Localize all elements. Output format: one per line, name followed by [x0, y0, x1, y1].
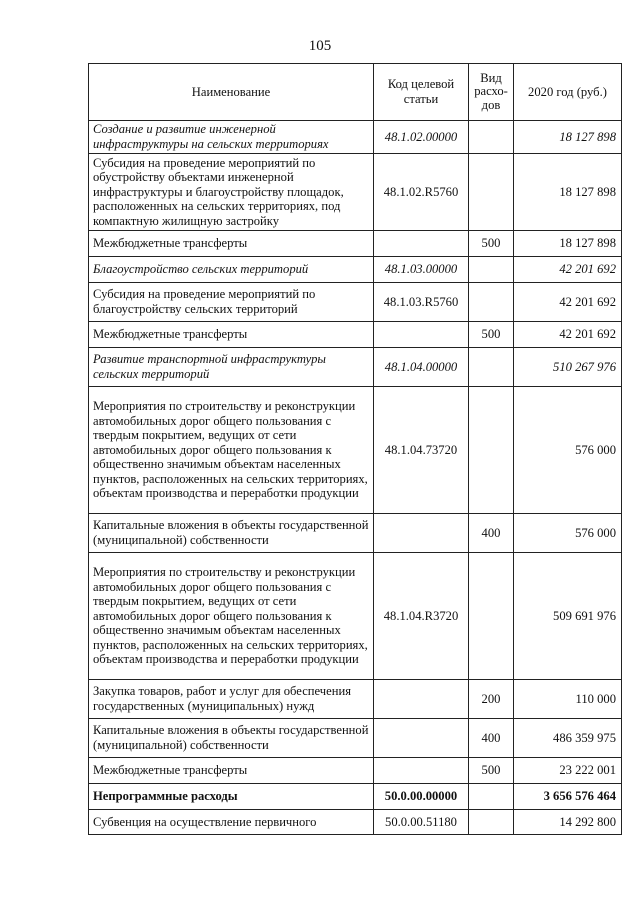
column-header-name: Наименование — [89, 64, 374, 121]
row-code — [374, 322, 469, 348]
row-amount: 576 000 — [514, 514, 622, 553]
row-name: Субсидия на проведение мероприятий по обустройству объектами инженерной инфраструктуры и благоустройству площадок, расположенных на сельских территориях, под компактную жилищную застройку — [89, 154, 374, 231]
row-code: 48.1.04.00000 — [374, 348, 469, 387]
page-number: 105 — [308, 38, 332, 54]
row-code — [374, 680, 469, 719]
row-name: Межбюджетные трансферты — [89, 322, 374, 348]
row-type — [469, 283, 514, 322]
table-row — [89, 257, 622, 283]
table-header-row — [89, 64, 622, 121]
row-type — [469, 387, 514, 514]
row-code — [374, 719, 469, 758]
row-type — [469, 784, 514, 810]
row-type: 200 — [469, 680, 514, 719]
table-row — [89, 348, 622, 387]
table-row — [89, 121, 622, 154]
row-type — [469, 257, 514, 283]
row-type — [469, 121, 514, 154]
row-amount: 42 201 692 — [514, 322, 622, 348]
row-name: Межбюджетные трансферты — [89, 758, 374, 784]
row-name: Благоустройство сельских территорий — [89, 257, 374, 283]
row-name: Мероприятия по строительству и реконструкции автомобильных дорог общего пользования с твердым покрытием, ведущих от сети автомобильных дорог общего пользования к общественно значимым объектам населенных пунктов, расположенных на сельских территориях, объектам производства и переработки продукции — [89, 553, 374, 680]
row-amount: 14 292 800 — [514, 810, 622, 835]
row-name: Субвенция на осуществление первичного — [89, 810, 374, 835]
budget-table — [88, 63, 622, 835]
row-name: Капитальные вложения в объекты государственной (муниципальной) собственности — [89, 514, 374, 553]
row-amount: 110 000 — [514, 680, 622, 719]
row-name: Мероприятия по строительству и реконструкции автомобильных дорог общего пользования с твердым покрытием, ведущих от сети автомобильных дорог общего пользования к общественно значимым объектам населенных пунктов, расположенных на сельских территориях, объектам производства и переработки продукции — [89, 387, 374, 514]
column-header-type: Вид расхо-дов — [469, 64, 514, 121]
row-code: 50.0.00.51180 — [374, 810, 469, 835]
row-code: 48.1.03.R5760 — [374, 283, 469, 322]
row-code: 48.1.04.R3720 — [374, 553, 469, 680]
row-amount: 23 222 001 — [514, 758, 622, 784]
row-amount: 42 201 692 — [514, 257, 622, 283]
row-name: Субсидия на проведение мероприятий по благоустройству сельских территорий — [89, 283, 374, 322]
row-type — [469, 154, 514, 231]
column-header-amount: 2020 год (руб.) — [514, 64, 622, 121]
row-amount: 510 267 976 — [514, 348, 622, 387]
row-amount: 486 359 975 — [514, 719, 622, 758]
row-code — [374, 514, 469, 553]
table-row — [89, 553, 622, 680]
table-row — [89, 758, 622, 784]
row-name: Капитальные вложения в объекты государственной (муниципальной) собственности — [89, 719, 374, 758]
row-name: Создание и развитие инженерной инфраструктуры на сельских территориях — [89, 121, 374, 154]
row-amount: 18 127 898 — [514, 121, 622, 154]
table-row — [89, 283, 622, 322]
row-amount: 3 656 576 464 — [514, 784, 622, 810]
table-row — [89, 784, 622, 810]
row-code: 48.1.04.73720 — [374, 387, 469, 514]
row-amount: 18 127 898 — [514, 231, 622, 257]
row-amount: 42 201 692 — [514, 283, 622, 322]
table-row — [89, 387, 622, 514]
row-code — [374, 231, 469, 257]
row-amount: 509 691 976 — [514, 553, 622, 680]
row-type: 500 — [469, 322, 514, 348]
row-amount: 576 000 — [514, 387, 622, 514]
row-code: 48.1.03.00000 — [374, 257, 469, 283]
row-code: 48.1.02.R5760 — [374, 154, 469, 231]
row-type — [469, 348, 514, 387]
row-name: Межбюджетные трансферты — [89, 231, 374, 257]
table-row — [89, 719, 622, 758]
table-row — [89, 680, 622, 719]
table-row — [89, 810, 622, 835]
row-code: 50.0.00.00000 — [374, 784, 469, 810]
row-type: 400 — [469, 514, 514, 553]
row-type: 400 — [469, 719, 514, 758]
row-name: Развитие транспортной инфраструктуры сельских территорий — [89, 348, 374, 387]
row-type: 500 — [469, 758, 514, 784]
row-type — [469, 810, 514, 835]
row-code: 48.1.02.00000 — [374, 121, 469, 154]
row-name: Непрограммные расходы — [89, 784, 374, 810]
table-row — [89, 322, 622, 348]
column-header-code: Код целевой статьи — [374, 64, 469, 121]
row-name: Закупка товаров, работ и услуг для обеспечения государственных (муниципальных) нужд — [89, 680, 374, 719]
table-row — [89, 154, 622, 231]
row-type — [469, 553, 514, 680]
row-code — [374, 758, 469, 784]
row-amount: 18 127 898 — [514, 154, 622, 231]
row-type: 500 — [469, 231, 514, 257]
table-row — [89, 514, 622, 553]
table-row — [89, 231, 622, 257]
